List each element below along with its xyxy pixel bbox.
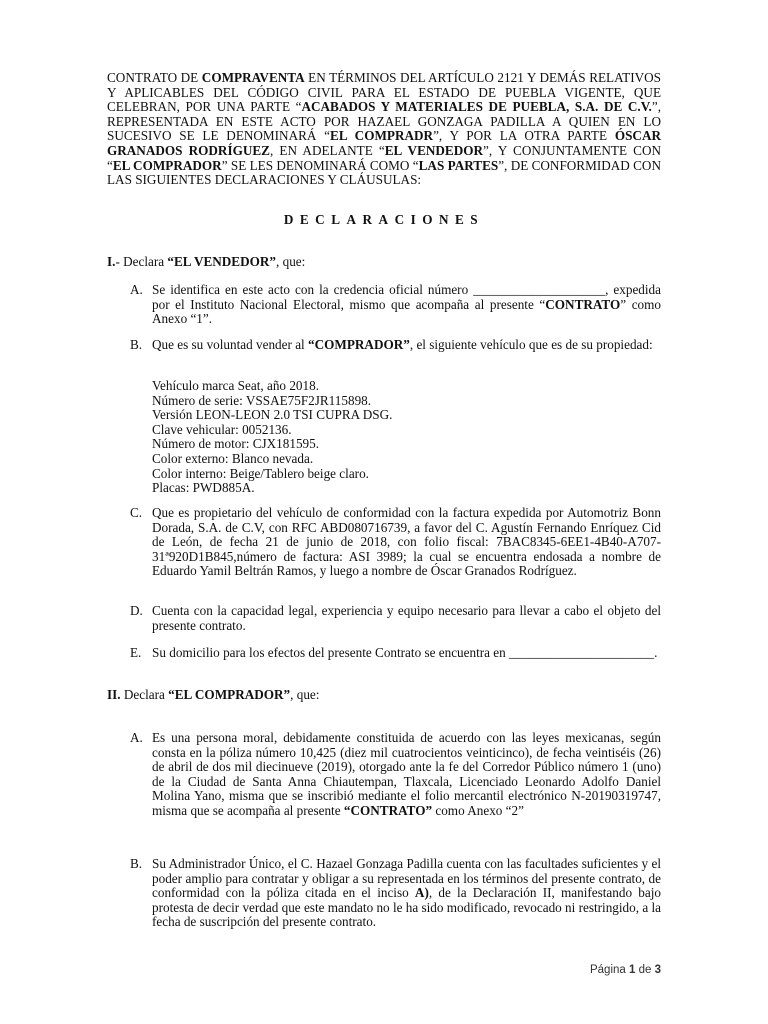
intro-bold: ACABADOS Y MATERIALES DE PUEBLA, S.A. DE C.V. bbox=[301, 99, 652, 115]
page-number bbox=[586, 963, 661, 978]
intro-text: , EN ADELANTE “ bbox=[269, 142, 385, 158]
item-text: Su Administrador Único, el C. Hazael Gonzaga Padilla cuenta con las facultades suficientes y el poder amplio para contratar y obligar a su representada en los términos del presente contrato, de conformidad con la póliza citada en el inciso bbox=[152, 856, 661, 901]
item-bold: A) bbox=[414, 885, 429, 901]
section-party: “EL VENDEDOR” bbox=[167, 254, 276, 269]
section-party: “EL COMPRADOR” bbox=[168, 687, 291, 702]
section-number: I. bbox=[107, 254, 116, 269]
item-text: , el siguiente vehículo que es de su propiedad: bbox=[409, 337, 653, 352]
item-body: Cuenta con la capacidad legal, experiencia y equipo necesario para llevar a cabo el objeto del presente contrato. bbox=[152, 603, 661, 633]
intro-text: ”, REPRESENTADA EN ESTE ACTO POR HAZAEL GONZAGA PADILLA A QUIEN EN LO SUCESIVO SE LE DENOMINARÁ “ bbox=[107, 99, 661, 144]
item-text: como Anexo “2” bbox=[432, 802, 524, 818]
declaration-item-2a bbox=[130, 731, 661, 819]
declarations-heading: DECLARACIONES bbox=[283, 212, 485, 227]
intro-text: EN TÉRMINOS DEL ARTÍCULO 2121 Y DEMÁS RELATIVOS Y APLICABLES DEL CÓDIGO CIVIL PARA EL ESTADO DE PUEBLA VIGENTE, QUE CELEBRAN, POR UNA PARTE “ bbox=[107, 70, 661, 115]
item-body bbox=[152, 857, 661, 930]
page-separator: de bbox=[635, 964, 655, 976]
section-number: II. bbox=[107, 687, 121, 702]
item-body: Que es propietario del vehículo de conformidad con la factura expedida por Automotriz Bonn Dorada, S.A. de C.V, con RFC ABD080716739, a favor del C. Agustín Fernando Enríquez Cid de León, de fecha 21 de junio de 2018, con folio fiscal: 7BAC8345-6EE1-4B40-A707-31ª920D1B845,número de factura: ASI 3989; la cual se encuentra endosada a nombre de Eduardo Yamil Beltrán Ramos, y luego a nombre de Óscar Granados Rodríguez. bbox=[152, 505, 661, 579]
intro-bold: EL COMPRADR bbox=[330, 128, 434, 144]
declaration-item-1b bbox=[130, 338, 661, 353]
item-letter: A. bbox=[130, 282, 143, 297]
current-page: 1 bbox=[629, 964, 636, 976]
declaration-item-1c bbox=[130, 506, 661, 579]
item-body bbox=[152, 338, 661, 353]
item-text: , de la Declaración II, manifestando bajo protesta de decir verdad que este mandato no le ha sido modificado, revocado ni restringido, a la fecha de suscripción del presente contrato. bbox=[152, 885, 662, 930]
intro-bold: ÓSCAR GRANADOS RODRÍGUEZ bbox=[107, 128, 661, 158]
vehicle-line: Versión LEON-LEON 2.0 TSI CUPRA DSG. bbox=[152, 407, 393, 423]
vehicle-details bbox=[152, 379, 652, 496]
total-pages: 3 bbox=[654, 964, 661, 976]
item-letter: A. bbox=[130, 730, 143, 745]
item-bold: CONTRATO bbox=[545, 296, 621, 312]
item-text: Es una persona moral, debidamente constituida de acuerdo con las leyes mexicanas, según consta en la póliza número 10,425 (diez mil cuatrocientos veinticinco), de fecha veintiséis (26) de abril de dos mil diecinueve (2019), otorgado ante la fe del Corredor Público número 1 (uno) de la Ciudad de Santa Anna Chiautempan, Tlaxcala, Licenciado Leonardo Adolfo Daniel Molina Yano, misma que se inscribió mediante el folio mercantil electrónico N-20190319747, misma que se acompaña al presente bbox=[152, 730, 661, 818]
intro-text: CONTRATO DE bbox=[107, 70, 202, 85]
item-text: Se identifica en este acto con la credencia oficial número ____________________, expedida por el Instituto Nacional Electoral, mismo que acompaña al presente “ bbox=[152, 282, 661, 312]
section-text: Declara bbox=[120, 687, 169, 702]
item-body bbox=[152, 283, 661, 327]
intro-bold: EL VENDEDOR bbox=[384, 142, 484, 158]
intro-text: ”, Y CONJUNTAMENTE CON “ bbox=[107, 142, 662, 173]
vehicle-line: Placas: PWD885A. bbox=[152, 480, 255, 496]
page-label: Página bbox=[589, 964, 629, 976]
vehicle-line: Color interno: Beige/Tablero beige claro. bbox=[152, 465, 369, 481]
item-text: ” como Anexo “1”. bbox=[152, 296, 662, 327]
declaration-item-1d bbox=[130, 604, 661, 633]
item-body: Su domicilio para los efectos del presente Contrato se encuentra en ______________________. bbox=[152, 645, 658, 660]
section-2-title bbox=[107, 688, 661, 703]
section-1-title bbox=[107, 255, 661, 270]
intro-text: ” SE LES DENOMINARÁ COMO “ bbox=[221, 157, 419, 173]
item-text: Que es su voluntad vender al bbox=[152, 337, 309, 352]
declaration-item-1e bbox=[130, 646, 661, 661]
section-text: , que: bbox=[290, 687, 320, 702]
section-text: , que: bbox=[276, 254, 306, 269]
item-letter: B. bbox=[130, 856, 143, 871]
item-bold: “COMPRADOR” bbox=[308, 337, 410, 352]
vehicle-line: Color externo: Blanco nevada. bbox=[152, 450, 314, 466]
item-letter: D. bbox=[130, 603, 143, 618]
item-letter: E. bbox=[130, 645, 142, 660]
intro-bold: LAS PARTES bbox=[418, 157, 499, 173]
vehicle-line: Vehículo marca Seat, año 2018. bbox=[152, 378, 319, 393]
contract-intro bbox=[107, 71, 661, 188]
vehicle-line: Número de serie: VSSAE75F2JR115898. bbox=[152, 392, 372, 408]
intro-text: ”, Y POR LA OTRA PARTE bbox=[433, 128, 615, 144]
item-bold: “CONTRATO” bbox=[343, 802, 433, 818]
item-letter: C. bbox=[130, 505, 143, 520]
item-body bbox=[152, 731, 661, 819]
intro-text: ”, DE CONFORMIDAD CON LAS SIGUIENTES DECLARACIONES Y CLÁUSULAS: bbox=[107, 157, 661, 188]
item-letter: B. bbox=[130, 337, 143, 352]
section-text: - Declara bbox=[115, 254, 168, 269]
intro-bold: EL COMPRADOR bbox=[112, 157, 222, 173]
intro-bold: COMPRAVENTA bbox=[201, 70, 305, 85]
vehicle-line: Número de motor: CJX181595. bbox=[152, 436, 320, 452]
declaration-item-2b bbox=[130, 857, 661, 930]
declaration-item-1a bbox=[130, 283, 661, 327]
vehicle-line: Clave vehicular: 0052136. bbox=[152, 421, 292, 437]
